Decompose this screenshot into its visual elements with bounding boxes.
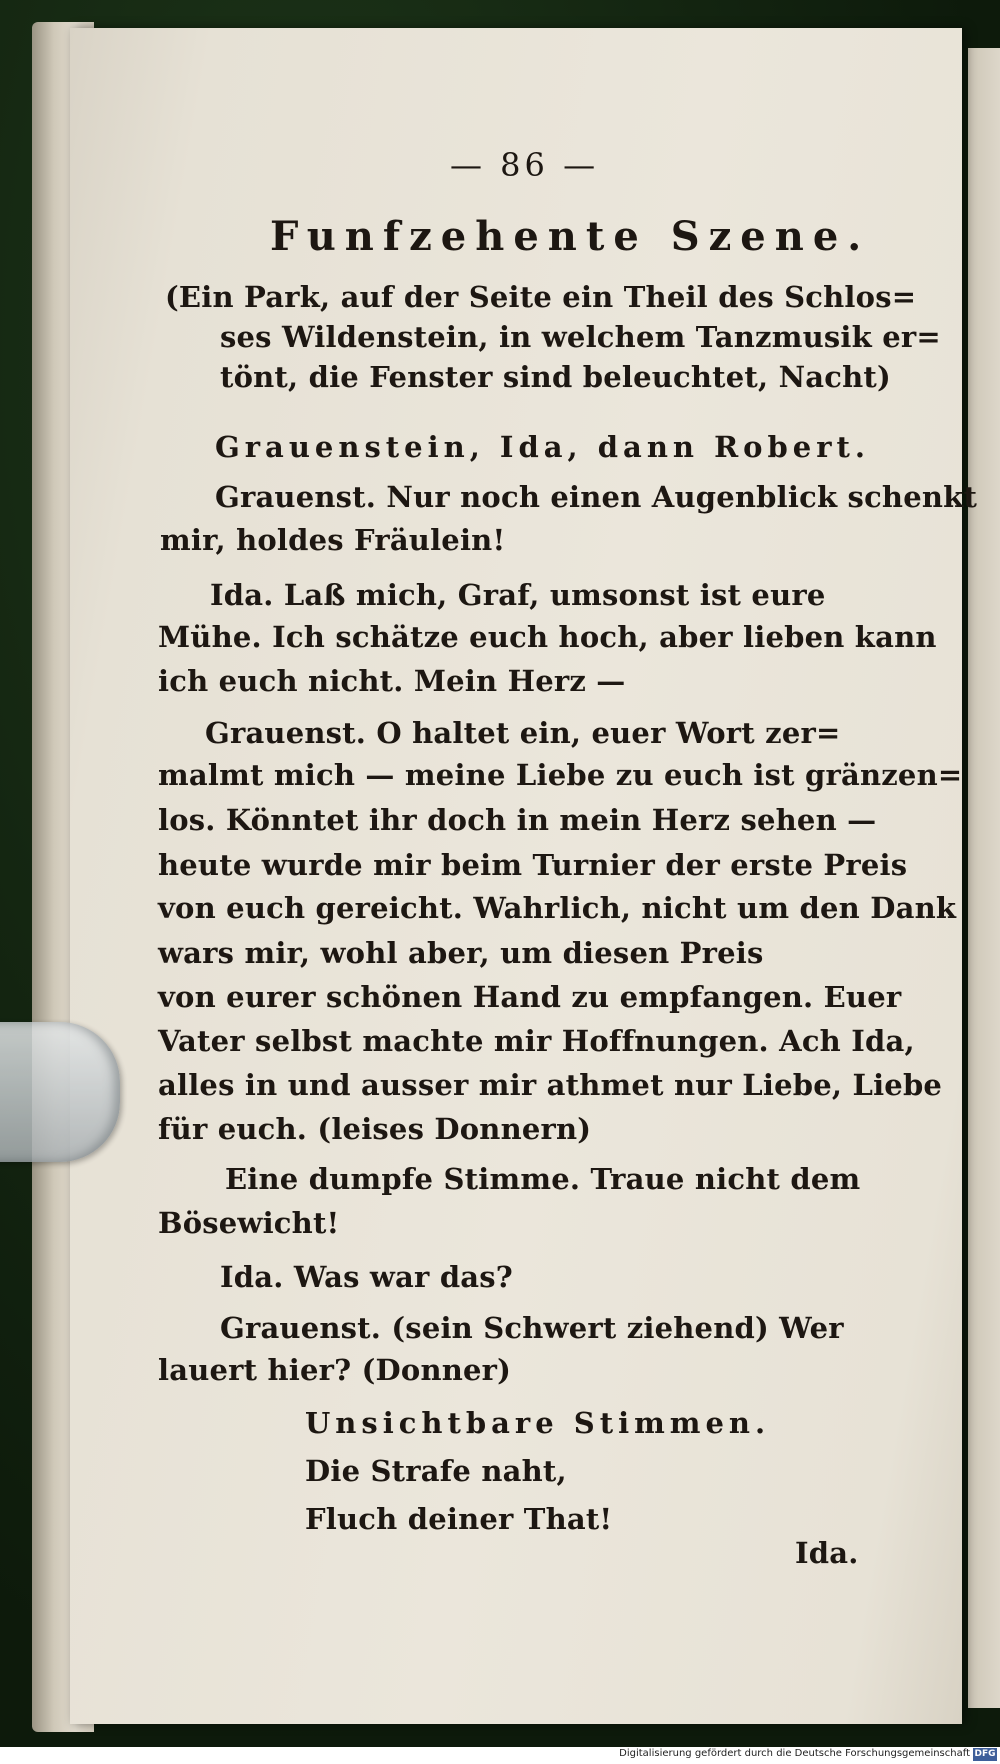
catchword: Ida. <box>795 1536 859 1570</box>
text-line: Unsichtbare Stimmen. <box>305 1406 771 1440</box>
scene-heading: Funfzehente Szene. <box>270 213 871 260</box>
text-line: Ida. Laß mich, Graf, umsonst ist eure <box>210 578 826 612</box>
text-line: für euch. (leises Donnern) <box>158 1112 592 1146</box>
text-line: Die Strafe naht, <box>305 1454 567 1488</box>
next-page-edge <box>968 48 1000 1708</box>
text-line: wars mir, wohl aber, um diesen Preis <box>158 936 764 970</box>
text-line: (Ein Park, auf der Seite ein Theil des Schlos= <box>165 280 917 314</box>
text-line: tönt, die Fenster sind beleuchtet, Nacht) <box>220 360 891 394</box>
text-line: Grauenst. Nur noch einen Augenblick schenkt <box>215 480 978 514</box>
text-line: Fluch deiner That! <box>305 1502 613 1536</box>
text-line: mir, holdes Fräulein! <box>160 523 506 557</box>
text-line: Ida. Was war das? <box>220 1260 514 1294</box>
text-line: von eurer schönen Hand zu empfangen. Euer <box>158 980 902 1014</box>
text-line: malmt mich — meine Liebe zu euch ist gränzen= <box>158 758 963 792</box>
text-line: Grauenst. (sein Schwert ziehend) Wer <box>220 1311 844 1345</box>
text-line: Eine dumpfe Stimme. Traue nicht dem <box>225 1162 861 1196</box>
text-line: Grauenst. O haltet ein, euer Wort zer= <box>205 716 841 750</box>
text-line: von euch gereicht. Wahrlich, nicht um den Dank <box>158 891 957 925</box>
footer-credit: Digitalisierung gefördert durch die Deutsche Forschungsgemeinschaft <box>619 1748 970 1759</box>
text-line: lauert hier? (Donner) <box>158 1353 512 1387</box>
text-line: Grauenstein, Ida, dann Robert. <box>215 430 871 464</box>
text-line: Vater selbst machte mir Hoffnungen. Ach Ida, <box>158 1024 915 1058</box>
text-line: ses Wildenstein, in welchem Tanzmusik er= <box>220 320 941 354</box>
text-line: los. Könntet ihr doch in mein Herz sehen — <box>158 803 877 837</box>
text-line: heute wurde mir beim Turnier der erste Preis <box>158 848 908 882</box>
page-number: — 86 — <box>450 146 600 184</box>
page-text <box>70 28 978 1724</box>
text-line: alles in und ausser mir athmet nur Liebe, Liebe <box>158 1068 943 1102</box>
text-line: ich euch nicht. Mein Herz — <box>158 664 626 698</box>
text-line: Mühe. Ich schätze euch hoch, aber lieben kann <box>158 620 937 654</box>
dfg-logo: DFG <box>974 1749 996 1759</box>
page-clip <box>0 1022 120 1162</box>
text-line: Bösewicht! <box>158 1206 340 1240</box>
